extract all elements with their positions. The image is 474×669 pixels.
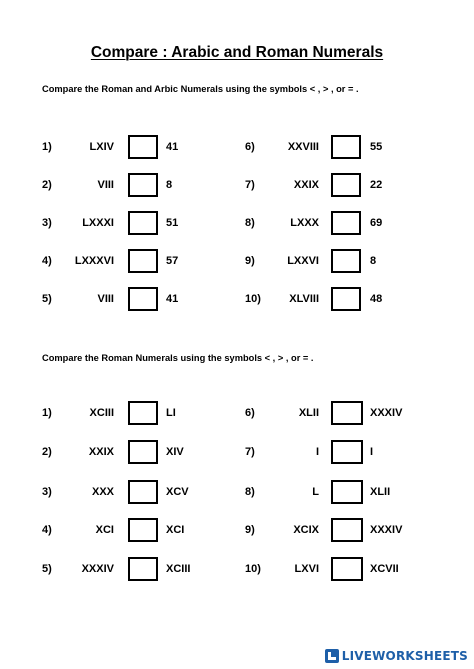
answer-box[interactable] bbox=[128, 518, 158, 542]
roman-numeral: XXIX bbox=[293, 179, 319, 191]
liveworksheets-watermark bbox=[325, 647, 468, 665]
exercise-number: 8) bbox=[245, 217, 255, 229]
compare-value: XCIII bbox=[166, 563, 191, 575]
answer-box[interactable] bbox=[331, 135, 361, 159]
answer-box[interactable] bbox=[128, 480, 158, 504]
answer-box[interactable] bbox=[331, 401, 363, 425]
roman-numeral: LXVI bbox=[294, 563, 319, 575]
compare-value: LI bbox=[166, 407, 176, 419]
watermark-text: LIVEWORKSHEETS bbox=[341, 649, 468, 663]
compare-value: 41 bbox=[166, 293, 179, 305]
section2-instruction: Compare the Roman Numerals using the symbols < , > , or = . bbox=[42, 353, 314, 363]
roman-numeral: VIII bbox=[97, 293, 114, 305]
answer-box[interactable] bbox=[331, 518, 363, 542]
roman-numeral: XLVIII bbox=[289, 293, 319, 305]
answer-box[interactable] bbox=[331, 249, 361, 273]
roman-numeral: XCIX bbox=[293, 524, 319, 536]
roman-numeral: XXIX bbox=[88, 446, 114, 458]
answer-box[interactable] bbox=[128, 249, 158, 273]
exercise-number: 10) bbox=[245, 293, 261, 305]
compare-value: 8 bbox=[370, 255, 377, 267]
exercise-number: 10) bbox=[245, 563, 261, 575]
answer-box[interactable] bbox=[331, 173, 361, 197]
roman-numeral: LXXVI bbox=[287, 255, 319, 267]
compare-value: 48 bbox=[370, 293, 383, 305]
roman-numeral: XLII bbox=[298, 407, 319, 419]
answer-box[interactable] bbox=[128, 287, 158, 311]
answer-box[interactable] bbox=[331, 211, 361, 235]
exercise-number: 1) bbox=[42, 407, 52, 419]
roman-numeral: L bbox=[312, 486, 319, 498]
exercise-number: 9) bbox=[245, 255, 255, 267]
compare-value: 8 bbox=[166, 179, 173, 191]
roman-numeral: LXXXVI bbox=[74, 255, 114, 267]
compare-value: I bbox=[370, 446, 374, 458]
roman-numeral: I bbox=[315, 446, 319, 458]
answer-box[interactable] bbox=[331, 480, 363, 504]
exercise-number: 5) bbox=[42, 563, 52, 575]
compare-value: 41 bbox=[166, 141, 179, 153]
roman-numeral: LXXX bbox=[290, 217, 319, 229]
compare-value: 55 bbox=[370, 141, 383, 153]
exercise-number: 7) bbox=[245, 179, 255, 191]
answer-box[interactable] bbox=[331, 440, 363, 464]
roman-numeral: VIII bbox=[97, 179, 114, 191]
compare-value: 51 bbox=[166, 217, 179, 229]
exercise-number: 5) bbox=[42, 293, 52, 305]
answer-box[interactable] bbox=[128, 557, 158, 581]
exercise-number: 7) bbox=[245, 446, 255, 458]
exercise-number: 2) bbox=[42, 179, 52, 191]
compare-value: 22 bbox=[370, 179, 383, 191]
exercise-number: 3) bbox=[42, 217, 52, 229]
answer-box[interactable] bbox=[128, 401, 158, 425]
compare-value: XCI bbox=[166, 524, 185, 536]
answer-box[interactable] bbox=[128, 440, 158, 464]
exercise-number: 4) bbox=[42, 255, 52, 267]
liveworksheets-logo-icon bbox=[325, 649, 339, 663]
compare-value: XLII bbox=[370, 486, 391, 498]
compare-value: 69 bbox=[370, 217, 383, 229]
worksheet-title: Compare : Arabic and Roman Numerals bbox=[90, 44, 384, 61]
roman-numeral: XXVIII bbox=[287, 141, 319, 153]
exercise-number: 1) bbox=[42, 141, 52, 153]
compare-value: 57 bbox=[166, 255, 179, 267]
answer-box[interactable] bbox=[331, 287, 361, 311]
compare-value: XIV bbox=[166, 446, 184, 458]
exercise-number: 3) bbox=[42, 486, 52, 498]
answer-box[interactable] bbox=[331, 557, 363, 581]
roman-numeral: XCI bbox=[95, 524, 114, 536]
compare-value: XCV bbox=[166, 486, 189, 498]
compare-value: XCVII bbox=[370, 563, 399, 575]
roman-numeral: LXXXI bbox=[82, 217, 114, 229]
roman-numeral: LXIV bbox=[89, 141, 114, 153]
compare-value: XXXIV bbox=[370, 524, 403, 536]
answer-box[interactable] bbox=[128, 173, 158, 197]
exercise-number: 9) bbox=[245, 524, 255, 536]
roman-numeral: XCIII bbox=[89, 407, 114, 419]
roman-numeral: XXX bbox=[91, 486, 114, 498]
answer-box[interactable] bbox=[128, 135, 158, 159]
exercise-number: 6) bbox=[245, 141, 255, 153]
exercise-number: 4) bbox=[42, 524, 52, 536]
exercise-number: 2) bbox=[42, 446, 52, 458]
answer-box[interactable] bbox=[128, 211, 158, 235]
section1-instruction: Compare the Roman and Arbic Numerals using the symbols < , > , or = . bbox=[42, 84, 359, 94]
compare-value: XXXIV bbox=[370, 407, 403, 419]
roman-numeral: XXXIV bbox=[81, 563, 114, 575]
exercise-number: 6) bbox=[245, 407, 255, 419]
exercise-number: 8) bbox=[245, 486, 255, 498]
